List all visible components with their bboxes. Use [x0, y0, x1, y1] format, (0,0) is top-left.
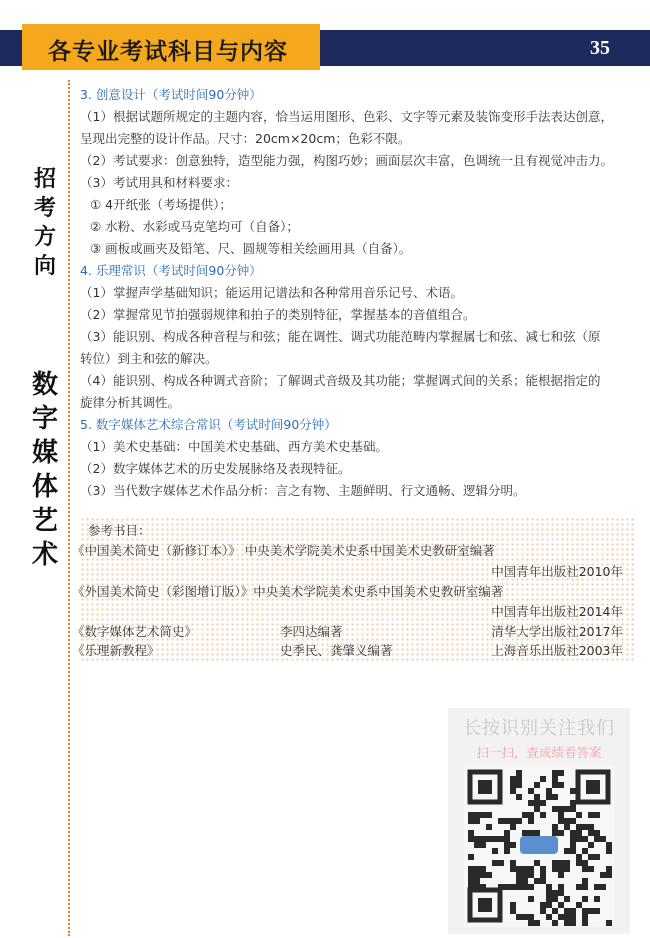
side-char: 招 [33, 167, 56, 192]
reference-author: 李四达编著 [280, 624, 343, 639]
page-title: 各专业考试科目与内容 [48, 39, 288, 65]
reference-heading: 参考书目： [88, 523, 151, 538]
side-char: 字 [31, 404, 58, 434]
paragraph: （3）能识别、构成各种音程与和弦；能在调性、调式功能范畴内掌握属七和弦、减七和弦（原 [80, 329, 601, 344]
side-char: 艺 [31, 506, 58, 536]
qr-card [448, 708, 630, 934]
paragraph: （4）能识别、构成各种调式音阶；了解调式音级及其功能；掌握调式间的关系；能根据指定的 [80, 373, 601, 388]
reference-title: 《中国美术简史（新修订本）》 中央美术学院美术史系中国美术史教研室编著 [72, 543, 495, 558]
reference-title: 《乐理新教程》 [72, 643, 160, 658]
reference-title: 《数字媒体艺术简史》 [72, 624, 198, 639]
section-heading: 3. 创意设计（考试时间90分钟） [80, 87, 262, 102]
section-heading: 5. 数字媒体艺术综合常识（考试时间90分钟） [80, 417, 337, 432]
paragraph: 旋律分析其调性。 [80, 395, 181, 410]
qr-title: 长按识别关注我们 [463, 718, 615, 739]
paragraph: （1）掌握声学基础知识；能运用记谱法和各种常用音乐记号、术语。 [80, 285, 463, 300]
reference-publisher: 上海音乐出版社2003年 [491, 643, 623, 658]
list-item: ③ 画板或画夹及铅笔、尺、圆规等相关绘画用具（自备）。 [90, 241, 412, 256]
reference-publisher: 中国青年出版社2014年 [491, 604, 623, 619]
reference-author: 史季民、龚肇义编著 [280, 643, 393, 658]
page-number: 35 [590, 37, 610, 59]
exam-content [80, 84, 640, 502]
reference-title: 《外国美术简史（彩图增订版）》中央美术学院美术史系中国美术史教研室编著 [72, 584, 504, 599]
list-item: ① 4开纸张（考场提供）； [90, 197, 232, 212]
side-label-direction [30, 165, 60, 281]
list-item: ② 水粉、水彩或马克笔均可（自备）； [90, 219, 299, 234]
reference-list [72, 517, 635, 663]
reference-publisher: 清华大学出版社2017年 [491, 624, 623, 639]
qr-code-icon[interactable] [464, 766, 614, 926]
paragraph: （1）美术史基础：中国美术史基础、西方美术史基础。 [80, 439, 388, 454]
paragraph: （3）当代数字媒体艺术作品分析：言之有物、主题鲜明、行文通畅、逻辑分明。 [80, 483, 526, 498]
side-char: 媒 [31, 438, 58, 468]
side-char: 向 [33, 254, 56, 279]
paragraph: 转位）到主和弦的解决。 [80, 351, 218, 366]
side-char: 体 [31, 472, 58, 502]
paragraph: （1）根据试题所规定的主题内容，恰当运用图形、色彩、文字等元素及装饰变形手法表达创意， [80, 109, 613, 124]
dotted-divider [68, 80, 70, 936]
reference-publisher: 中国青年出版社2010年 [491, 564, 623, 579]
paragraph: （2）掌握常见节拍强弱规律和拍子的类别特征，掌握基本的音值组合。 [80, 307, 476, 322]
paragraph: （2）数字媒体艺术的历史发展脉络及表现特征。 [80, 461, 351, 476]
side-char: 术 [31, 540, 58, 570]
paragraph: （2）考试要求：创意独特，造型能力强，构图巧妙；画面层次丰富，色调统一且有视觉冲击力。 [80, 153, 613, 168]
side-char: 方 [33, 225, 56, 250]
side-char: 考 [33, 196, 56, 221]
section-heading: 4. 乐理常识（考试时间90分钟） [80, 263, 262, 278]
side-char: 数 [31, 370, 58, 400]
side-label-major [28, 368, 62, 572]
paragraph: 呈现出完整的设计作品。尺寸：20cm×20cm；色彩不限。 [80, 131, 411, 146]
qr-subtitle: 扫一扫，查成绩看答案 [476, 745, 602, 760]
paragraph: （3）考试用具和材料要求： [80, 175, 238, 190]
